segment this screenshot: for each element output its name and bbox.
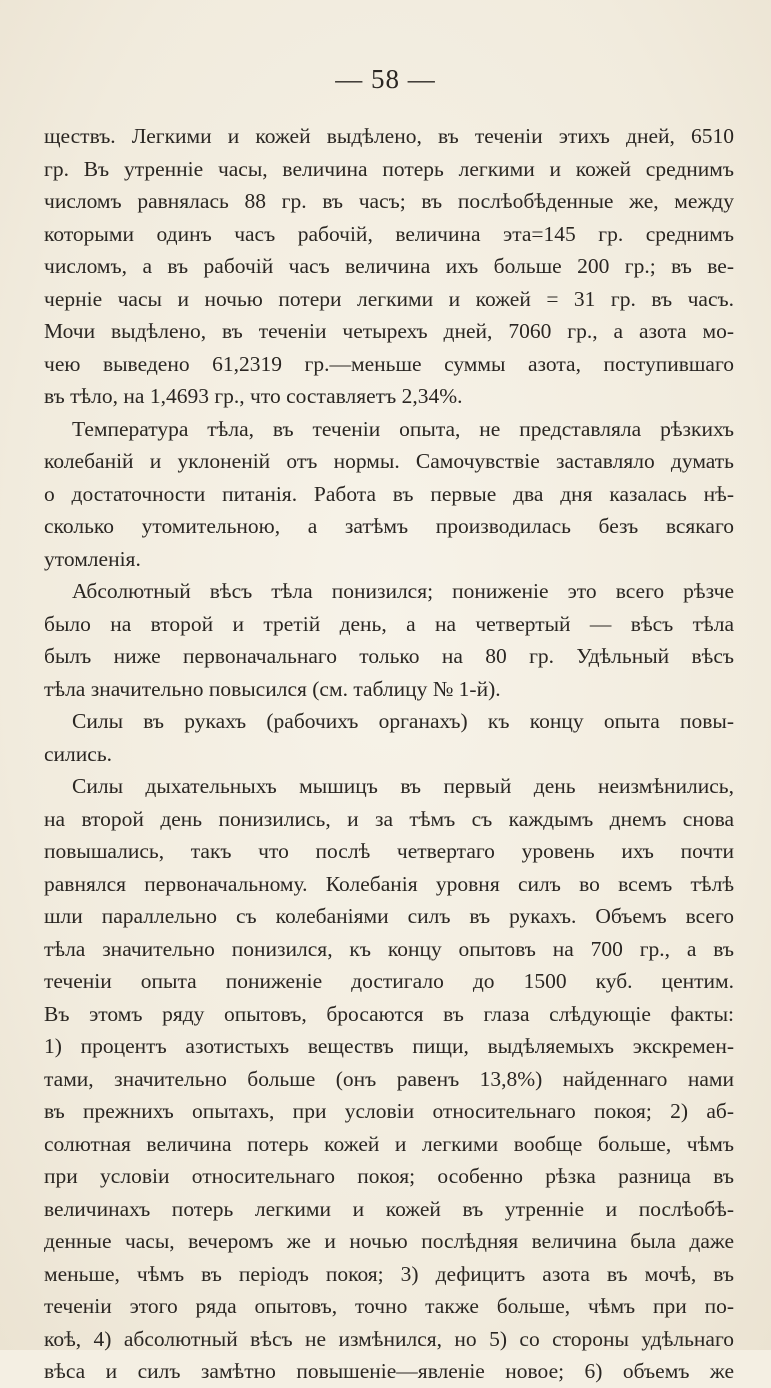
text-line: въ тѣло, на 1,4693 гр., что составляетъ 2,34%. — [44, 384, 463, 408]
text-line: числомъ равнялась 88 гр. въ часъ; въ послѣобѣденные же, между — [44, 189, 734, 213]
text-line: Температура тѣла, въ теченіи опыта, не представляла рѣзкихъ — [72, 416, 734, 441]
text-line: Силы дыхательныхъ мышицъ въ первый день неизмѣнились, — [72, 774, 734, 798]
text-line: числомъ, а въ рабочій часъ величина ихъ больше 200 гр.; въ ве- — [44, 254, 734, 278]
text-line: гр. Въ утренніе часы, величина потерь легкими и кожей среднимъ — [44, 156, 734, 181]
text-line: тами, значительно больше (онъ равенъ 13,8%) найденнаго нами — [44, 1066, 734, 1091]
text-line: сколько утомительною, а затѣмъ производилась безъ всякаго — [44, 514, 734, 538]
text-line: солютная величина потерь кожей и легкими вообще больше, чѣмъ — [44, 1131, 734, 1156]
text-line: ществъ. Легкими и кожей выдѣлено, въ теченіи этихъ дней, 6510 — [44, 124, 734, 148]
text-line: чею выведено 61,2319 гр.—меньше суммы азота, поступившаго — [44, 351, 734, 376]
text-line: былъ ниже первоначальнаго только на 80 гр. Удѣльный вѣсъ — [44, 644, 734, 668]
text-line: величинахъ потерь легкими и кожей въ утренніе и послѣобѣ- — [44, 1196, 734, 1221]
text-line: повышались, такъ что послѣ четвертаго уровень ихъ почти — [44, 839, 734, 863]
text-line: которыми одинъ часъ рабочій, величина эта=145 гр. среднимъ — [44, 221, 734, 246]
text-line: утомленія. — [44, 546, 141, 571]
text-line: о достаточности питанія. Работа въ первые два дня казалась нѣ- — [44, 481, 734, 506]
text-line: шли параллельно съ колебаніями силъ въ рукахъ. Объемъ всего — [44, 904, 734, 928]
text-line: меньше, чѣмъ въ періодъ покоя; 3) дефицитъ азота въ мочѣ, въ — [44, 1261, 734, 1286]
page-number: — 58 — — [335, 64, 436, 94]
body-text — [44, 120, 734, 1388]
text-line: вѣса и силъ замѣтно повышеніе—явленіе новое; 6) объемъ же — [44, 1359, 734, 1383]
text-line: при условіи относительнаго покоя; особенно рѣзка разница въ — [44, 1164, 734, 1188]
text-line: сились. — [44, 741, 113, 766]
text-line: тѣла значительно понизился, къ концу опытовъ на 700 гр., а въ — [44, 936, 734, 961]
text-line: колебаній и уклоненій отъ нормы. Самочувствіе заставляло думать — [44, 449, 734, 473]
text-line: было на второй и третій день, а на четвертый — вѣсъ тѣла — [44, 611, 734, 636]
text-line: Силы въ рукахъ (рабочихъ органахъ) къ концу опыта повы- — [72, 709, 734, 733]
text-line: черніе часы и ночью потери легкими и кожей = 31 гр. въ часъ. — [44, 286, 734, 311]
text-line: 1) процентъ азотистыхъ веществъ пищи, выдѣляемыхъ экскремен- — [44, 1034, 734, 1058]
text-line: на второй день понизились, и за тѣмъ съ каждымъ днемъ снова — [44, 806, 734, 831]
text-line: теченіи этого ряда опытовъ, точно также больше, чѣмъ при по- — [44, 1294, 734, 1318]
text-line: Мочи выдѣлено, въ теченіи четырехъ дней, 7060 гр., а азота мо- — [44, 319, 734, 343]
text-line: тѣла значительно повысился (см. таблицу № 1-й). — [44, 676, 501, 701]
text-line: въ прежнихъ опытахъ, при условіи относительнаго покоя; 2) аб- — [44, 1099, 734, 1123]
text-line: Въ этомъ ряду опытовъ, бросаются въ глаза слѣдующіе факты: — [44, 1001, 734, 1026]
text-line: коѣ, 4) абсолютный вѣсъ не измѣнился, но 5) со стороны удѣльнаго — [44, 1326, 734, 1351]
text-line: денные часы, вечеромъ же и ночью послѣдняя величина была даже — [44, 1229, 734, 1253]
text-line: равнялся первоначальному. Колебанія уровня силъ во всемъ тѣлѣ — [44, 871, 734, 896]
text-line: Абсолютный вѣсъ тѣла понизился; пониженіе это всего рѣзче — [72, 579, 734, 603]
text-line: теченіи опыта пониженіе достигало до 1500 куб. центим. — [44, 969, 734, 993]
